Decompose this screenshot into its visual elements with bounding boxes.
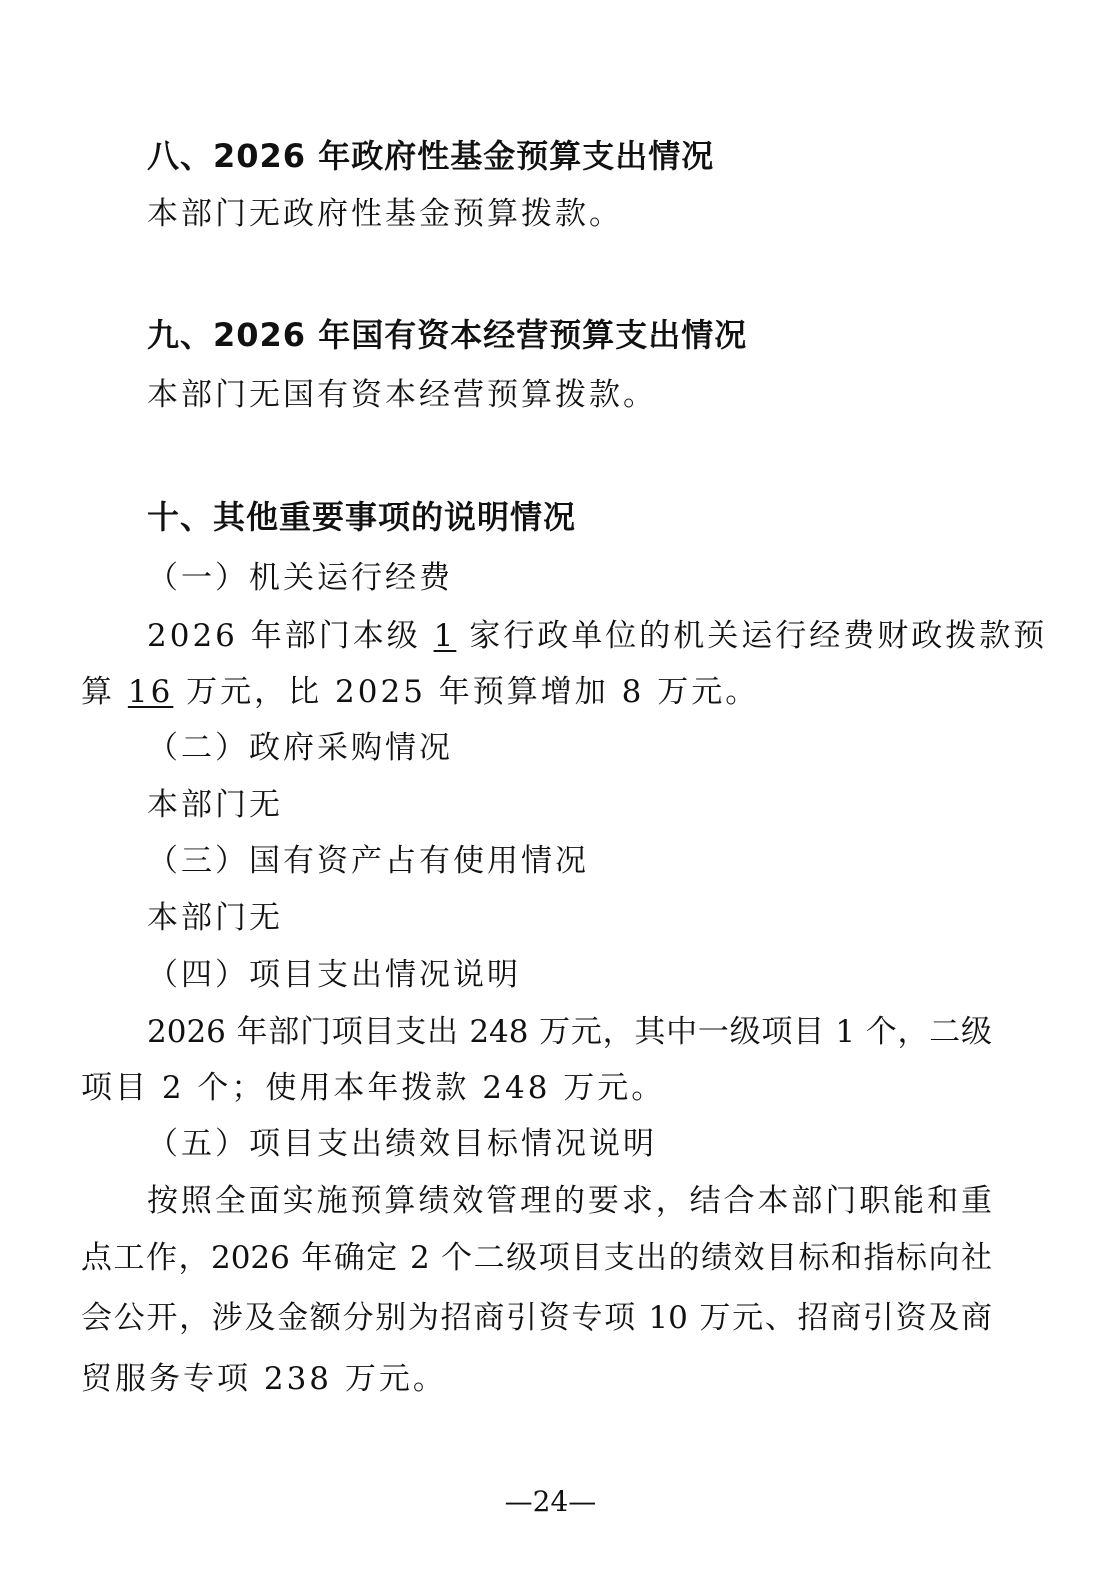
subsection-4-title: （四）项目支出情况说明 <box>147 957 521 993</box>
subsection-1-line-1 <box>147 618 1048 654</box>
section-9-heading: 九、2026 年国有资本经营预算支出情况 <box>147 316 748 354</box>
text-segment: 万元，比 2025 年预算增加 8 万元。 <box>173 674 760 710</box>
text-segment: 家行政单位的机关运行经费财政拨款预 <box>456 618 1048 654</box>
section-10-heading: 十、其他重要事项的说明情况 <box>147 498 577 536</box>
subsection-1-title: （一）机关运行经费 <box>147 560 453 596</box>
subsection-5-line-3: 会公开，涉及金额分别为招商引资专项 10 万元、招商引资及商 <box>81 1300 992 1336</box>
subsection-4-line-1: 2026 年部门项目支出 248 万元，其中一级项目 1 个，二级 <box>147 1014 992 1050</box>
section-9-body: 本部门无国有资本经营预算拨款。 <box>147 377 657 413</box>
subsection-2-body: 本部门无 <box>147 787 283 823</box>
subsection-4-line-2: 项目 2 个；使用本年拨款 248 万元。 <box>81 1070 666 1106</box>
subsection-5-title: （五）项目支出绩效目标情况说明 <box>147 1126 657 1162</box>
text-segment: 2026 年部门本级 <box>147 618 434 654</box>
section-8-heading: 八、2026 年政府性基金预算支出情况 <box>147 137 715 175</box>
subsection-1-line-2 <box>81 674 760 710</box>
subsection-2-title: （二）政府采购情况 <box>147 730 453 766</box>
section-8-body: 本部门无政府性基金预算拨款。 <box>147 196 623 232</box>
page-number: —24— <box>504 1485 597 1518</box>
subsection-3-body: 本部门无 <box>147 900 283 936</box>
text-segment: 算 <box>81 674 128 710</box>
unit-count: 1 <box>433 618 457 654</box>
budget-amount: 16 <box>127 674 174 710</box>
subsection-5-line-4: 贸服务专项 238 万元。 <box>81 1361 447 1397</box>
subsection-5-line-1: 按照全面实施预算绩效管理的要求，结合本部门职能和重 <box>147 1183 992 1219</box>
subsection-5-line-2: 点工作，2026 年确定 2 个二级项目支出的绩效目标和指标向社 <box>81 1240 992 1276</box>
subsection-3-title: （三）国有资产占有使用情况 <box>147 843 589 879</box>
